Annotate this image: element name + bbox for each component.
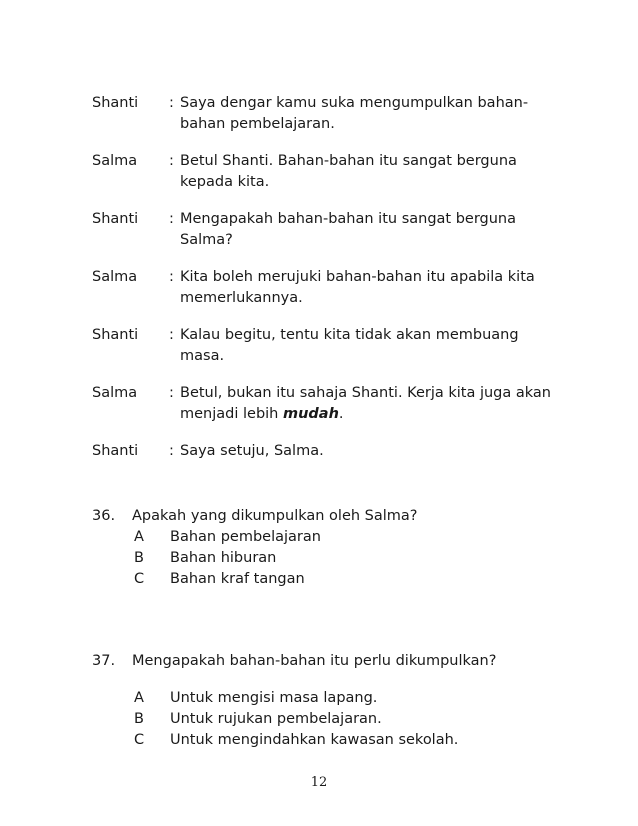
- option-text: Bahan kraf tangan: [170, 571, 305, 587]
- speech: [169, 441, 552, 462]
- speech-line: Kita boleh merujuki bahan-bahan itu apabila kita: [180, 269, 535, 285]
- question-text: Apakah yang dikumpulkan oleh Salma?: [132, 508, 418, 524]
- speech-text: [180, 93, 552, 135]
- option-text: Untuk rujukan pembelajaran.: [170, 711, 382, 727]
- speech-text: [180, 383, 552, 425]
- option-text: Untuk mengisi masa lapang.: [170, 690, 378, 706]
- answer-option[interactable]: [132, 569, 552, 590]
- speaker-name: Salma: [92, 269, 138, 285]
- speaker-name: Shanti: [92, 211, 139, 227]
- answer-options: [132, 688, 552, 751]
- speaker-name: Shanti: [92, 327, 139, 343]
- speech-line: Mengapakah bahan-bahan itu sangat berguna: [180, 211, 517, 227]
- question-number: 36.: [92, 508, 116, 524]
- speaker-name: Shanti: [92, 95, 139, 111]
- speech-line: Betul Shanti. Bahan-bahan itu sangat berguna: [180, 153, 517, 169]
- question-36: [92, 506, 552, 590]
- option-letter: C: [134, 732, 145, 748]
- option-letter: B: [134, 711, 144, 727]
- speech-text: [180, 325, 552, 367]
- option-letter: A: [134, 529, 144, 545]
- speech: [169, 93, 552, 135]
- speech-line: bahan pembelajaran.: [180, 116, 335, 132]
- dialogue-turn: [92, 209, 552, 251]
- option-letter: C: [134, 571, 145, 587]
- question-37: [92, 651, 552, 751]
- colon: :: [169, 269, 174, 285]
- speech: [169, 383, 552, 425]
- colon: :: [169, 327, 174, 343]
- speech-line: Salma?: [180, 232, 233, 248]
- speech-line: [180, 404, 552, 425]
- answer-option[interactable]: [132, 709, 552, 730]
- speaker-name: Shanti: [92, 443, 139, 459]
- answer-option[interactable]: [132, 730, 552, 751]
- speech: [169, 325, 552, 367]
- colon: :: [169, 95, 174, 111]
- colon: :: [169, 153, 174, 169]
- option-letter: A: [134, 690, 144, 706]
- speech: [169, 267, 552, 309]
- speaker-name: Salma: [92, 385, 138, 401]
- speech: [169, 151, 552, 193]
- speech: [169, 209, 552, 251]
- answer-option[interactable]: [132, 548, 552, 569]
- answer-options: [132, 527, 552, 590]
- answer-option[interactable]: [132, 527, 552, 548]
- question-text: Mengapakah bahan-bahan itu perlu dikumpulkan?: [132, 653, 497, 669]
- speech-fragment: .: [338, 406, 344, 422]
- speech-line: kepada kita.: [180, 174, 270, 190]
- option-text: Bahan hiburan: [170, 550, 277, 566]
- speech-text: [180, 441, 552, 462]
- speech-line: memerlukannya.: [180, 290, 303, 306]
- speech-line: Kalau begitu, tentu kita tidak akan membuang: [180, 327, 519, 343]
- option-letter: B: [134, 550, 144, 566]
- speech-fragment: menjadi lebih: [180, 406, 283, 422]
- speaker-name: Salma: [92, 153, 138, 169]
- speech-line: Betul, bukan itu sahaja Shanti. Kerja kita juga akan: [180, 385, 551, 401]
- dialogue-turn: [92, 151, 552, 193]
- emphasized-word: mudah: [282, 406, 339, 422]
- dialogue-turn: [92, 383, 552, 425]
- answer-option[interactable]: [132, 688, 552, 709]
- dialogue-turn: [92, 267, 552, 309]
- question-stem: [92, 506, 552, 527]
- option-text: Untuk mengindahkan kawasan sekolah.: [170, 732, 459, 748]
- speech-text: [180, 151, 552, 193]
- page-number: 12: [310, 775, 328, 790]
- question-number: 37.: [92, 653, 116, 669]
- speech-line: Saya setuju, Salma.: [180, 443, 324, 459]
- colon: :: [169, 211, 174, 227]
- dialogue-turn: [92, 441, 552, 462]
- speech-text: [180, 209, 552, 251]
- dialogue-section: [92, 93, 552, 478]
- speech-line: masa.: [180, 348, 225, 364]
- option-text: Bahan pembelajaran: [170, 529, 321, 545]
- colon: :: [169, 385, 174, 401]
- question-stem: [92, 651, 552, 672]
- colon: :: [169, 443, 174, 459]
- speech-text: [180, 267, 552, 309]
- speech-line: Saya dengar kamu suka mengumpulkan bahan-: [180, 95, 529, 111]
- dialogue-turn: [92, 325, 552, 367]
- dialogue-turn: [92, 93, 552, 135]
